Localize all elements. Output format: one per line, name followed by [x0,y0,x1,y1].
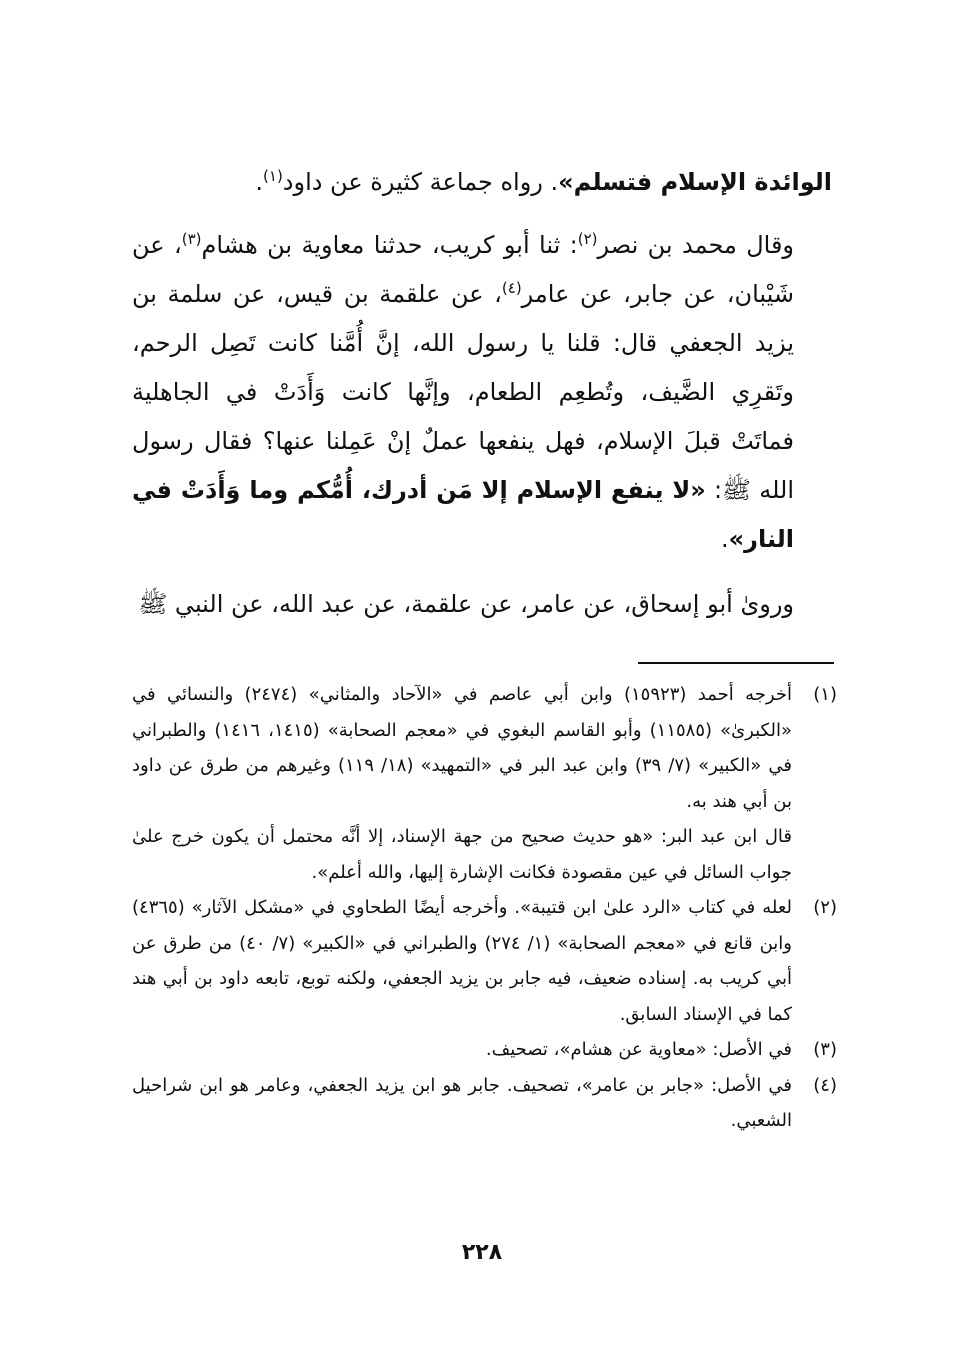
footnote-number: (٤) [813,1074,837,1096]
paragraph-1-end: . [255,168,264,196]
footnote-number: (٢) [813,897,837,918]
footnote-4 [132,1068,837,1139]
paragraph-2-part-c: ، عن شَيْبان، عن جابر، عن عامر [132,231,794,308]
footnote-2 [132,890,837,1032]
footnote-ref-4: (٤) [501,279,522,297]
footnote-text: في الأصل: «جابر بن عامر»، تصحيف. جابر هو ابن يزيد الجعفي، وعامر هو ابن شراحيل الشعبي. [132,1074,792,1131]
footnote-ref-2: (٢) [577,230,598,248]
footnote-ref-3: (٣) [181,230,202,248]
main-text [132,158,832,629]
footnote-text: أخرجه أحمد (١٥٩٢٣) وابن أبي عاصم في «الآحاد والمثاني» (٢٤٧٤) والنسائي في «الكبرىٰ» (١١٥٨٥) وأبو القاسم البغوي في «معجم الصحابة» (١٤١٥، ١٤١٦) والطبراني في «الكبير» (٧/ ٣٩) وابن عبد البر في «التمهيد» (١٨/ ١١٩) وغيرهم من طرق عن داود بن أبي هند به. [132,684,792,812]
footnote-number: (٣) [813,1039,837,1060]
footnote-1 [132,677,837,890]
paragraph-2 [132,221,832,564]
footnote-text: في الأصل: «معاوية عن هشام»، تصحيف. [485,1039,792,1060]
footnotes [132,677,837,1139]
footnote-text: لعله في كتاب «الرد علىٰ ابن قتيبة». وأخرجه أيضًا الطحاوي في «مشكل الآثار» (٤٣٦٥) وابن قانع في «معجم الصحابة» (١/ ٢٧٤) والطبراني في «الكبير» (٧/ ٤٠) من طرق عن أبي كريب به. إسناده ضعيف، فيه جابر بن يزيد الجعفي، ولكنه توبع، تابعه داود بن أبي هند كما في الإسناد السابق. [132,897,792,1025]
footnote-separator [638,662,834,664]
paragraph-2-part-b: : ثنا أبو كريب، حدثنا معاوية بن هشام [201,231,578,259]
footnote-ref-1: (١) [263,167,283,185]
paragraph-1-text: . رواه جماعة كثيرة عن داود [282,168,559,196]
paragraph-1 [132,158,832,207]
footnote-text: قال ابن عبد البر: «هو حديث صحيح من جهة الإسناد، إلا أنَّه محتمل أن يكون خرج علىٰ جواب السائل في عين مقصودة فكانت الإشارة إليها، والله أعلم». [132,826,792,883]
hadith-quote-end: الوائدة الإسلام فتسلم» [558,168,832,196]
footnote-3 [132,1032,837,1068]
hadith-quote: «لا ينفع الإسلام إلا مَن أدرك، أُمُّكم وما وَأَدَتْ في النار» [132,476,794,553]
paragraph-2-part-d: ، عن علقمة بن قيس، عن سلمة بن يزيد الجعفي قال: قلنا يا رسول الله، إنَّ أُمَّنا كانت تَصِل الرحم، وتَقرِي الضَّيف، وتُطعِم الطعام، وإنَّها كانت وَأَدَتْ في الجاهلية فماتَتْ قبلَ الإسلام، فهل ينفعها عملٌ إنْ عَمِلنا عنها؟ فقال رسول الله ﷺ: [132,280,794,504]
footnote-number: (١) [813,684,837,705]
page-number: ٢٢٨ [461,1240,503,1265]
paragraph-2-end: . [720,525,729,553]
paragraph-3: وروىٰ أبو إسحاق، عن عامر، عن علقمة، عن عبد الله، عن النبي ﷺ [138,590,794,618]
paragraph-2-part-a: وقال محمد بن نصر [597,231,795,259]
